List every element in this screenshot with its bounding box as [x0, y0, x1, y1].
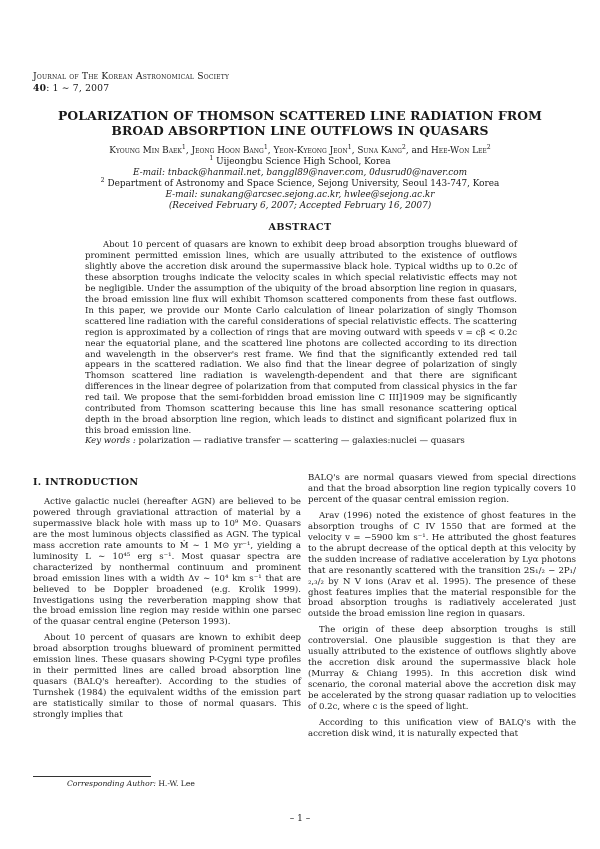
email-1: E-mail: tnback@hanmail.net, banggl89@naver.com, 0dusrud0@naver.com	[132, 167, 468, 178]
footnote-label: Corresponding Author:	[67, 779, 156, 788]
keywords	[85, 436, 525, 447]
paragraph: According to this unification view of BALQ's with the accretion disk wind, it is naturally expected that	[308, 718, 576, 739]
paragraph: BALQ's are normal quasars viewed from special directions and that the broad absorption line region typically covers 10 percent of the quasar central emission region.	[308, 473, 576, 505]
affiliation-1: $^1$ Uijeongbu Science High School, Korea	[209, 154, 391, 167]
section-heading-introduction: I. INTRODUCTION	[33, 477, 139, 488]
journal-header	[33, 71, 229, 95]
keywords-list: polarization — radiative transfer — scattering — galaxies:nuclei — quasars	[138, 436, 465, 446]
title-line-1: POLARIZATION OF THOMSON SCATTERED LINE RADIATION FROM	[57, 108, 542, 123]
paragraph: Arav (1996) noted the existence of ghost features in the absorption troughs of C IV 1550 that are formed at the velocity v = −5900 km s⁻¹. He attributed the ghost features to the abrupt decrease of the optical depth at this velocity by the sudden increase of radiative acceleration by Lyα photons that are resonantly scattered with the transition 2S₁/₂ − 2P₁/₂,₃/₂ by N V ions (Arav et al. 1995). The presence of these ghost features implies that the material responsible for the broad absorption troughs is radiatively accelerated just outside the broad emission line region in quasars.	[308, 510, 576, 620]
author-1: Kyoung Min Baek	[109, 146, 182, 156]
footnote-divider	[33, 776, 151, 777]
journal-volume: 40	[33, 83, 47, 94]
abstract-text: About 10 percent of quasars are known to exhibit deep broad absorption troughs blueward of prominent permitted emission lines, which are usually attributed to the existence of outflows slightly above the accretion disk around the supermassive black hole. Typical widths up to 0.2c of these absorption troughs indicate the velocity scales in which special relativistic effects may not be negligible. Under the assumption of the ubiquity of the broad absorption line region in quasars, the broad emission line flux will exhibit Thomson scattered components from these fast outflows. In this paper, we provide our Monte Carlo calculation of linear polarization of singly Thomson scattered line radiation with the careful considerations of special relativistic effects. The scattering region is approximated by a collection of rings that are moving outward with speeds v = cβ < 0.2c near the equatorial plane, and the scattered line photons are collected according to its direction and wavelength in the observer's rest frame. We find that the significantly extended red tail appears in the scattered radiation. We also find that the linear degree of polarization of singly Thomson scattered line radiation is wavelength-dependent and that there are significant differences in the linear degree of polarization from that computed from classical physics in the far red tail. We propose that the semi-forbidden broad emission line C III]1909 may be significantly contributed from Thomson scattering because this line has small resonance scattering optical depth in the broad absorption line region, which leads to distinct and significant polarized flux in this broad emission line.	[85, 240, 518, 437]
author-4: Suna Kang	[357, 146, 402, 156]
author-block	[40, 146, 560, 211]
author-2: Jeong Hoon Bang	[191, 146, 264, 156]
keywords-label: Key words :	[85, 436, 136, 446]
received-dates: (Received February 6, 2007; Accepted February 16, 2007)	[168, 200, 432, 211]
left-column	[33, 473, 301, 726]
title-line-2: BROAD ABSORPTION LINE OUTFLOWS IN QUASARS	[111, 122, 489, 138]
journal-name: Journal of The Korean Astronomical Society	[33, 71, 230, 82]
journal-pages: : 1 ∼ 7, 2007	[46, 83, 110, 94]
author-list: Kyoung Min Baek$^1$, Jeong Hoon Bang$^1$, Yeon-Kyeong Jeon$^1$, Suna Kang$^2$, and Hee-Won Lee$^2$	[109, 144, 491, 156]
email-2: E-mail: sunakang@arcsec.sejong.ac.kr, hwlee@sejong.ac.kr	[165, 189, 435, 200]
right-column	[308, 473, 576, 745]
paragraph: About 10 percent of quasars are known to exhibit deep broad absorption troughs blueward of prominent permitted emission lines. These quasars showing P-Cygni type profiles in their permitted lines are called broad absorption line quasars (BALQ's hereafter). According to the studies of Turnshek (1984) the equivalent widths of the emission part are statistically similar to those of normal quasars. This strongly implies that	[33, 633, 301, 721]
paragraph: Active galactic nuclei (hereafter AGN) are believed to be powered through graviational attraction of material by a supermassive black hole with mass up to 10⁹ M⊙. Quasars are the most luminous objects classified as AGN. The typical mass accretion rate amounts to Ṁ ∼ 1 M⊙ yr⁻¹, yielding a luminosity L ∼ 10⁴⁵ erg s⁻¹. Most quasar spectra are characterized by nonthermal continuum and prominent broad emission lines with a width Δv ∼ 10⁴ km s⁻¹ that are believed to be Doppler broadened (e.g. Krolik 1999). Investigations using the reverberation mapping show that the broad emission line region may reside within one parsec of the quasar central engine (Peterson 1993).	[33, 496, 301, 628]
footnote	[67, 779, 195, 789]
footnote-name: H.-W. Lee	[158, 779, 195, 788]
affiliation-2: $^2$ Department of Astronomy and Space Science, Sejong University, Seoul 143-747, Korea	[100, 176, 500, 189]
journal-citation	[33, 83, 229, 95]
page-number: – 1 –	[289, 814, 311, 824]
paper-title	[40, 109, 560, 138]
paragraph: The origin of these deep absorption troughs is still controversial. One plausible suggestion is that they are usually attributed to the existence of outflows slightly above the accretion disk around the supermassive black hole (Murray & Chiang 1995). In this accretion disk wind scenario, the coronal material above the accretion disk may be accelerated by the strong quasar radiation up to velocities of 0.2c, where c is the speed of light.	[308, 625, 576, 713]
abstract-heading: ABSTRACT	[268, 222, 332, 233]
author-3: Yeon-Kyeong Jeon	[273, 146, 348, 156]
author-5: Hee-Won Lee	[431, 146, 487, 156]
